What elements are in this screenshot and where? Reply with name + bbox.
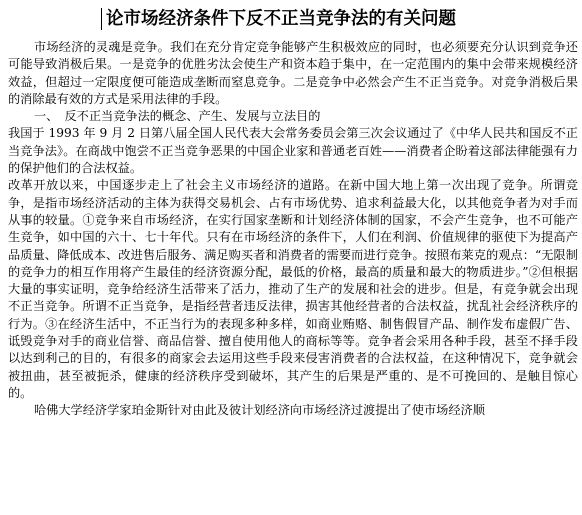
paragraph-competition: 改革开放以来，中国逐步走上了社会主义市场经济的道路。在新中国大地上第一次出现了竞争。所谓竞争，是指市场经济活动的主体为获得交易机会、占有市场优势、追求利益最大化，以其他竞争者为对手而从事的较量。①竞争来自市场经济，在实行国家垄断和计划经济体制的国家，不会产生竞争，也不可能产生竞争，如中国的六十、七十年代。只有在市场经济的条件下，人们在利润、价值规律的驱使下为提高产品质量、降低成本、改进售后服务、满足购买者和消费者的需要而进行竞争。按照布莱克的观点：“无限制的竞争力的相互作用将产生最佳的经济资源分配，最低的价格，最高的质量和最大的物质进步。”②但根据大量的事实证明，竞争给经济生活带来了活力，推动了生产的发展和社会的进步。但是，有竞争就会出现不正当竞争。所谓不正当竞争，是指经营者违反法律，损害其他经营者的合法权益，扰乱社会经济秩序的行为。③在经济生活中，不正当行为的表现多种多样，如商业贿赂、制售假冒产品、制作发布虚假广告、诋毁竞争对手的商业信誉、商品信誉、擅自使用他人的商标等等。竞争者会采用各种手段，甚至不择手段以达到利己的目的，有很多的商家会去运用这些手段来侵害消费者的合法权益，在这种情况下，竞争就会被扭曲，甚至被扼杀，健康的经济秩序受到破坏，其产生的后果是严重的、是不可挽回的、是触目惊心的。 <box>8 178 578 400</box>
paragraph-perkins: 哈佛大学经济学家珀金斯针对由此及彼计划经济向市场经济过渡提出了使市场经济顺 <box>34 403 485 418</box>
section-heading: 一、 反不正当竞争法的概念、产生、发展与立法目的 <box>34 109 321 124</box>
document-body <box>8 39 578 420</box>
document-title: 论市场经济条件下反不正当竞争法的有关问题 <box>106 9 456 29</box>
text-cursor <box>101 8 102 30</box>
paragraph-intro: 市场经济的灵魂是竞争。我们在充分肯定竞争能够产生积极效应的同时，也必须要充分认识到竞争还可能导致消极后果。一是竞争的优胜劣汰会使生产和资本趋于集中，在一定范围内的集中会带来规模经济效益，但超过一定限度便可能造成垄断而窒息竞争。二是竞争中必然会产生不正当竞争。对竞争消极后果的消除最有效的方式是采用法律的手段。 <box>8 40 578 106</box>
document-page <box>8 0 578 515</box>
paragraph-legislation: 我国于 1993 年 9 月 2 日第八届全国人民代表大会常务委员会第三次会议通过了《中华人民共和国反不正当竞争法》。在商战中饱尝不正当竞争恶果的中国企业家和普通老百姓——消费者企盼着这部法律能强有力的保护他们的合法权益。 <box>8 126 578 176</box>
